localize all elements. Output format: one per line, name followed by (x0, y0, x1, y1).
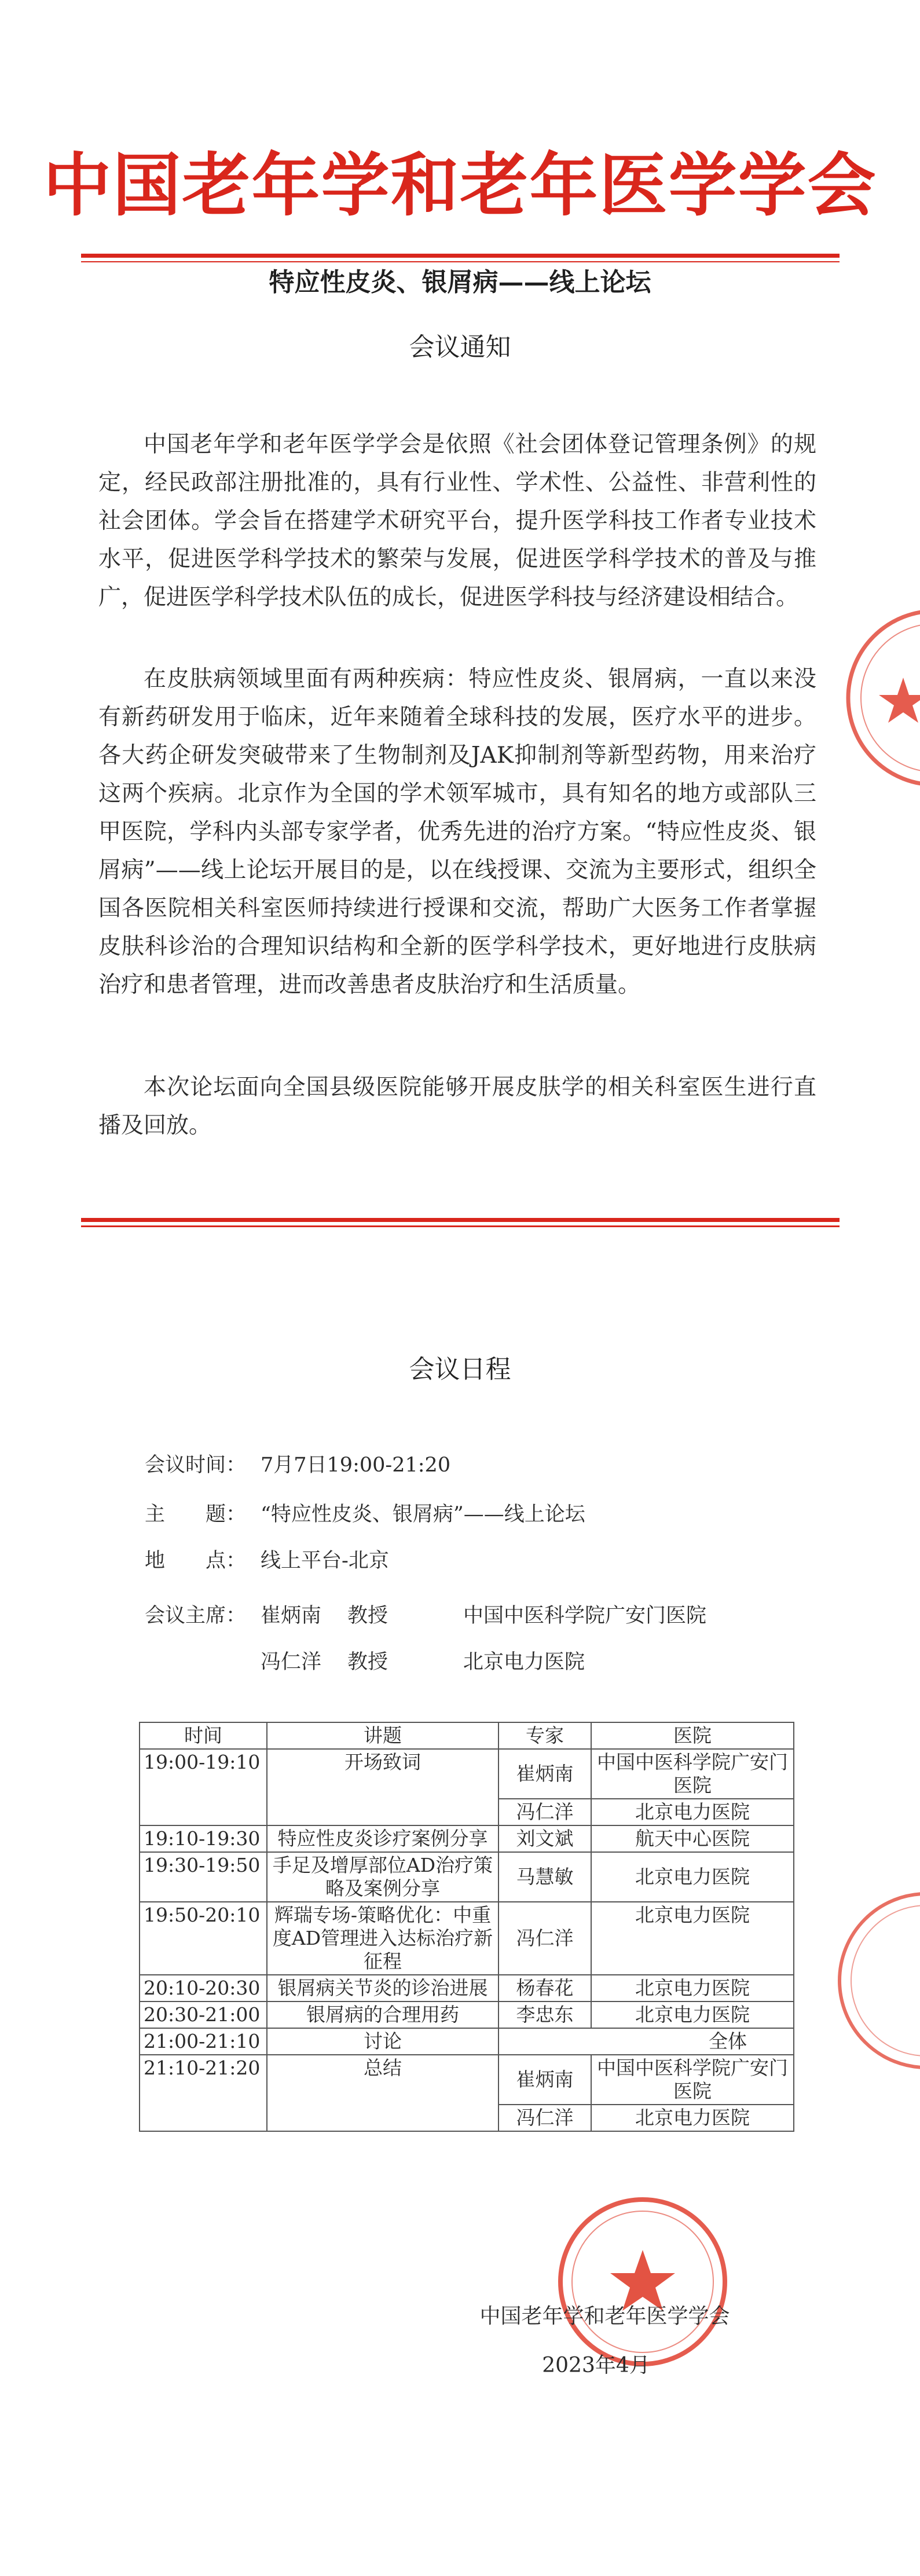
header-divider-thin (81, 261, 840, 262)
notice-paragraph-1: 中国老年学和老年医学学会是依照《社会团体登记管理条例》的规定，经民政部注册批准的，具有行业性、学术性、公益性、非营利性的社会团体。学会旨在搭建学术研究平台，提升医学科技工作者专业技术水平，促进医学科学技术的繁荣与发展，促进医学科学技术的普及与推广，促进医学科学技术队伍的成长，促进医学科技与经济建设相结合。 (98, 431, 816, 610)
row-topic: 总结 (267, 2055, 499, 2131)
header-divider-thick (81, 254, 840, 258)
row-time: 19:00-19:10 (140, 1749, 267, 1825)
row-expert: 杨春花 (499, 1975, 591, 2001)
row-hospital: 北京电力医院 (591, 1852, 794, 1902)
row-expert: 李忠东 (499, 2001, 591, 2028)
notice-paragraph-2: 在皮肤病领域里面有两种疾病：特应性皮炎、银屑病，一直以来没有新药研发用于临床，近年来随着全球科技的发展，医疗水平的进步。各大药企研发突破带来了生物制剂及JAK抑制剂等新型药物，用来治疗这两个疾病。北京作为全国的学术领军城市，具有知名的地方或部队三甲医院，学科内头部专家学者，优秀先进的治疗方案。“特应性皮炎、银屑病”——线上论坛开展目的是，以在线授课、交流为主要形式，组织全国各医院相关科室医师持续进行授课和交流，帮助广大医务工作者掌握皮肤科诊治的合理知识结构和全新的医学科学技术，更好地进行皮肤病治疗和患者管理，进而改善患者皮肤治疗和生活质量。 (98, 666, 816, 998)
meeting-chair-1 (145, 1601, 706, 1630)
row-time: 19:50-20:10 (140, 1902, 267, 1975)
row-hospital: 中国中医科学院广安门医院 (591, 2055, 794, 2105)
agenda-heading: 会议日程 (409, 1355, 511, 1384)
meeting-chair-label: 会议主席： (145, 1604, 247, 1627)
row-time: 19:10-19:30 (140, 1825, 267, 1852)
row-time: 19:30-19:50 (140, 1852, 267, 1902)
row-expert: 冯仁洋 (499, 1902, 591, 1975)
row-expert: 马慧敏 (499, 1852, 591, 1902)
schedule-table (139, 1722, 794, 2132)
row-hospital: 北京电力医院 (591, 1975, 794, 2001)
row-hospital: 航天中心医院 (591, 1825, 794, 1852)
row-time: 21:10-21:20 (140, 2055, 267, 2131)
table-row (140, 2001, 794, 2028)
row-topic: 银屑病关节炎的诊治进展 (267, 1975, 499, 2001)
table-row (140, 1749, 794, 1799)
meeting-theme-value: “特应性皮炎、银屑病”——线上论坛 (261, 1503, 585, 1526)
row-topic: 手足及增厚部位AD治疗策 略及案例分享 (267, 1852, 499, 1902)
forum-title: 特应性皮炎、银屑病——线上论坛 (269, 268, 651, 297)
table-row (140, 1825, 794, 1852)
meeting-chair-2 (145, 1648, 585, 1677)
row-hospital: 中国中医科学院广安门医院 (591, 1749, 794, 1799)
row-all: 全体 (499, 2028, 794, 2055)
table-row (140, 2028, 794, 2055)
notice-heading: 会议通知 (409, 332, 511, 362)
header-time: 时间 (140, 1722, 267, 1749)
table-header-row (140, 1722, 794, 1749)
footer-org: 中国老年学和老年医学学会 (479, 2304, 730, 2328)
table-row (140, 1975, 794, 2001)
chair-title: 教授 (347, 1651, 388, 1674)
row-topic: 开场致词 (267, 1749, 499, 1825)
table-row (140, 1902, 794, 1975)
red-star-seal-icon (840, 602, 920, 793)
row-hospital: 北京电力医院 (591, 1902, 794, 1975)
red-star-seal-icon (793, 1888, 920, 2073)
table-row (140, 1852, 794, 1902)
section-divider-thin (81, 1225, 840, 1227)
meeting-time-value: 7月7日19:00-21:20 (261, 1454, 451, 1477)
row-expert: 刘文斌 (499, 1825, 591, 1852)
header-expert: 专家 (499, 1722, 591, 1749)
org-title: 中国老年学和老年医学学会 (43, 145, 877, 225)
chair-name: 崔炳南 (261, 1604, 322, 1627)
row-expert: 崔炳南 (499, 2055, 591, 2105)
row-topic: 辉瑞专场-策略优化：中重度AD管理进入达标治疗新征程 (267, 1902, 499, 1975)
row-expert: 崔炳南 (499, 1749, 591, 1799)
row-topic: 讨论 (267, 2028, 499, 2055)
meeting-time-label: 会议时间： (145, 1454, 247, 1477)
row-hospital: 北京电力医院 (591, 2105, 794, 2131)
row-topic: 银屑病的合理用药 (267, 2001, 499, 2028)
header-topic: 讲题 (267, 1722, 499, 1749)
row-time: 21:00-21:10 (140, 2028, 267, 2055)
row-expert: 冯仁洋 (499, 2105, 591, 2131)
row-time: 20:10-20:30 (140, 1975, 267, 2001)
chair-title: 教授 (347, 1604, 388, 1627)
meeting-theme-label: 主 题： (145, 1503, 247, 1526)
row-expert: 冯仁洋 (499, 1799, 591, 1825)
meeting-theme (145, 1500, 585, 1529)
chair-hospital: 中国中医科学院广安门医院 (463, 1604, 707, 1627)
row-time: 20:30-21:00 (140, 2001, 267, 2028)
section-divider-thick (81, 1218, 840, 1222)
row-topic: 特应性皮炎诊疗案例分享 (267, 1825, 499, 1852)
table-row (140, 2055, 794, 2105)
header-hospital: 医院 (591, 1722, 794, 1749)
chair-hospital: 北京电力医院 (463, 1651, 585, 1674)
row-hospital: 北京电力医院 (591, 1799, 794, 1825)
meeting-time (145, 1451, 450, 1480)
meeting-location-label: 地 点： (145, 1549, 247, 1572)
chair-name: 冯仁洋 (261, 1651, 322, 1674)
meeting-location-value: 线上平台-北京 (261, 1549, 389, 1572)
meeting-location (145, 1546, 389, 1575)
red-star-seal-icon (556, 2195, 730, 2369)
notice-paragraph-3: 本次论坛面向全国县级医院能够开展皮肤学的相关科室医生进行直播及回放。 (98, 1074, 816, 1139)
footer-date: 2023年4月 (542, 2354, 650, 2377)
row-hospital: 北京电力医院 (591, 2001, 794, 2028)
